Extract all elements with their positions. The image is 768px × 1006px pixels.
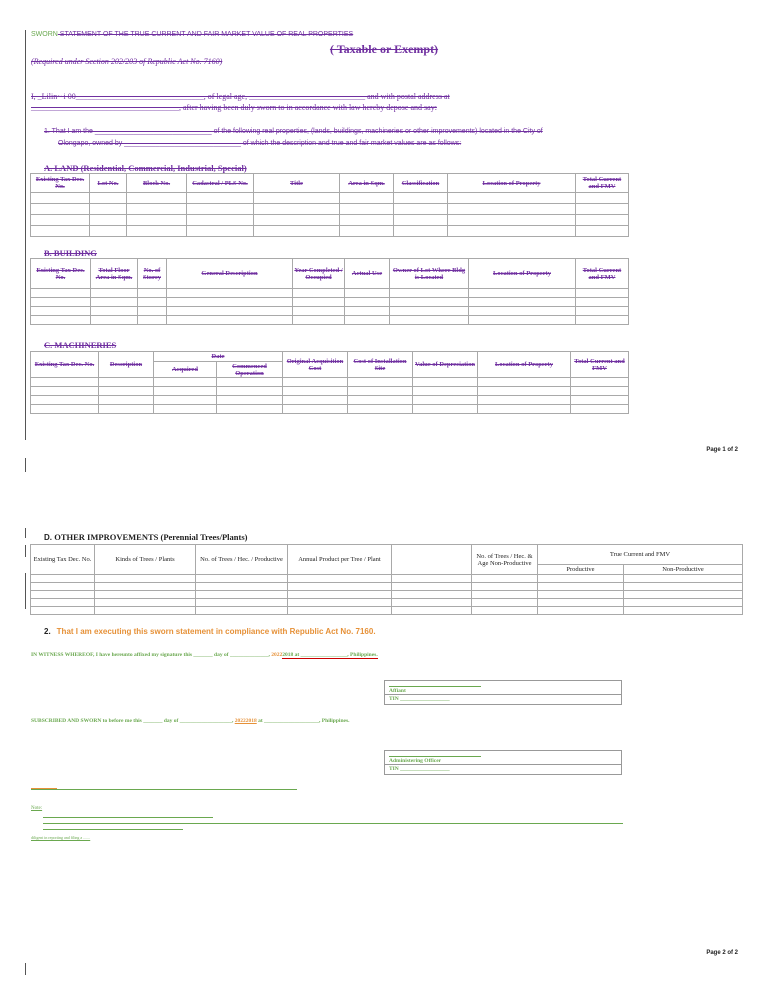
footnote-separator-accent	[31, 788, 57, 789]
land-col-title: Title	[254, 174, 340, 193]
table-row	[31, 204, 629, 215]
note-label-text: Note:	[31, 806, 43, 811]
table-row	[31, 387, 629, 396]
impr-col-kinds: Kinds of Trees / Plants	[95, 545, 196, 575]
officer-tin: TIN __________________	[389, 766, 450, 772]
intro-line-2: _____________________________________, after having been duly sworn to in accordance with law hereby depose and say:	[31, 103, 437, 112]
impr-col-taxdec: Existing Tax Dec. No.	[31, 545, 95, 575]
building-table	[30, 258, 629, 325]
page-number-2: Page 2 of 2	[706, 950, 738, 956]
bldg-col-storey: No. of Storey	[138, 259, 167, 289]
title-prefix: SWORN	[31, 31, 58, 38]
land-col-classification: Classification	[394, 174, 448, 193]
impr-col-fmv-nonproductive: Non-Productive	[624, 565, 743, 575]
note-tail: diligent in reporting and filing a .......	[31, 835, 91, 840]
table-row	[31, 583, 743, 591]
bldg-col-use: Actual Use	[345, 259, 390, 289]
table-row	[31, 226, 629, 237]
bldg-col-fmv: Total Current and FMV	[576, 259, 629, 289]
item-2-number: 2.	[44, 627, 51, 636]
bldg-col-taxdec: Existing Tax Dec. No.	[31, 259, 91, 289]
change-bar	[25, 573, 26, 609]
footnote-lines	[31, 815, 623, 833]
change-bar	[25, 545, 26, 557]
improvements-prefix: D.	[44, 533, 55, 542]
change-bar	[25, 30, 26, 440]
table-row	[31, 193, 629, 204]
land-col-fmv: Total Current and FMV	[576, 174, 629, 193]
improvements-table	[30, 544, 743, 615]
table-row	[31, 607, 743, 615]
affiant-label: Affiant	[389, 688, 406, 694]
table-row	[31, 298, 629, 307]
officer-signature-line[interactable]	[389, 756, 481, 757]
bldg-col-owner: Owner of Lot Where Bldg is Located	[390, 259, 469, 289]
mach-col-commenced: Commenced Operation	[217, 362, 283, 378]
improvements-title: OTHER IMPROVEMENTS (Perennial Trees/Plants)	[54, 532, 248, 542]
land-col-block: Block No.	[127, 174, 187, 193]
item-2-text: That I am executing this sworn statement in compliance with Republic Act No. 7160.	[56, 627, 376, 636]
impr-col-annual-product: Annual Product per Tree / Plant	[288, 545, 392, 575]
impr-col-fmv-productive: Productive	[538, 565, 624, 575]
bldg-col-location: Location of Property	[469, 259, 576, 289]
table-row	[31, 289, 629, 298]
mach-col-fmv: Total Current and FMV	[571, 352, 629, 378]
subscribed-text-tail: at ____________________, Philippines.	[256, 718, 350, 724]
witness-clause	[31, 652, 378, 658]
title-text: STATEMENT OF THE TRUE CURRENT AND FAIR MARKET VALUE OF REAL PROPERTIES	[57, 31, 354, 38]
doc-title	[31, 31, 353, 38]
land-table	[30, 173, 629, 237]
improvements-heading	[44, 532, 247, 542]
subscribed-clause	[31, 718, 349, 724]
footnote-separator	[31, 789, 297, 790]
page-number-1: Page 1 of 2	[706, 447, 738, 453]
change-bar	[25, 528, 26, 538]
machineries-heading: C. MACHINERIES	[44, 340, 117, 350]
impr-col-blank	[392, 545, 472, 575]
land-heading: A. LAND (Residential, Commercial, Industrial, Special)	[44, 163, 247, 173]
officer-label: Administering Officer	[389, 758, 442, 764]
table-row	[31, 405, 629, 414]
required-note: (Required under Section 202/203 of Republic Act No. 7160)	[31, 57, 223, 66]
machineries-table	[30, 351, 629, 414]
bldg-col-year: Year Completed / Occupied	[293, 259, 345, 289]
subscribed-text: SUBSCRIBED AND SWORN to before me this _______ day of ___________________,	[31, 718, 235, 724]
land-col-area: Area in Sqm.	[340, 174, 394, 193]
table-row	[31, 591, 743, 599]
mach-col-acq-cost: Original Acquisition Cost	[283, 352, 348, 378]
bldg-col-floor-area: Total Floor Area in Sqm.	[91, 259, 138, 289]
intro-line-1: I, _Lilin~ i 00________________________________, of legal age, _____________________________ and with postal address at	[31, 92, 450, 101]
witness-year: 2022	[271, 652, 283, 658]
item-2	[44, 627, 376, 636]
officer-box	[384, 750, 622, 775]
taxable-subtitle: ( Taxable or Exempt)	[329, 42, 439, 56]
bldg-col-description: General Description	[167, 259, 293, 289]
change-bar	[25, 963, 26, 975]
building-heading: B. BUILDING	[44, 248, 97, 258]
affiant-tin: TIN __________________	[389, 696, 450, 702]
change-bar	[25, 458, 26, 472]
mach-col-description: Description	[99, 352, 154, 378]
mach-col-date: Date	[154, 352, 283, 362]
land-col-location: Location of Property	[448, 174, 576, 193]
note-label	[31, 803, 42, 811]
table-row	[31, 575, 743, 583]
land-col-taxdec: Existing Tax Dec. No.	[31, 174, 90, 193]
affiant-box	[384, 680, 622, 705]
mach-col-taxdec: Existing Tax Dec. No.	[31, 352, 99, 378]
table-row	[31, 378, 629, 387]
table-row	[31, 599, 743, 607]
land-col-lot: Lot No.	[90, 174, 127, 193]
affiant-signature-line[interactable]	[389, 686, 481, 687]
mach-col-install-cost: Cost of Installation Site	[348, 352, 413, 378]
mach-col-depreciation: Value of Depreciation	[413, 352, 478, 378]
impr-col-productive-count: No. of Trees / Hec. / Productive	[196, 545, 288, 575]
table-row	[31, 316, 629, 325]
impr-col-fmv: True Current and FMV	[538, 545, 743, 565]
mach-col-acquired: Acquired	[154, 362, 217, 378]
table-row	[31, 215, 629, 226]
table-row	[31, 396, 629, 405]
mach-col-location: Location of Property	[478, 352, 571, 378]
item-1-line-1: 1. That I am the ______________________________ of the following real properties, (lands, buildings, machineries or other improvements) located in the City of	[44, 128, 543, 135]
table-row	[31, 307, 629, 316]
land-col-cadastral: Cadastral / PLS No.	[187, 174, 254, 193]
subscribed-year: 20222018	[234, 718, 257, 724]
witness-text: IN WITNESS WHEREOF, I have hereunto affixed my signature this _______ day of ______________,	[31, 652, 272, 658]
item-1-line-2: Olongapo, owned by ______________________________ of which the description and true and fair market values are as follows:	[58, 140, 462, 147]
witness-text-tail: 2018 at _________________, Philippines.	[282, 652, 378, 658]
impr-col-nonproductive: No. of Trees / Hec. & Age Non-Productive	[472, 545, 538, 575]
